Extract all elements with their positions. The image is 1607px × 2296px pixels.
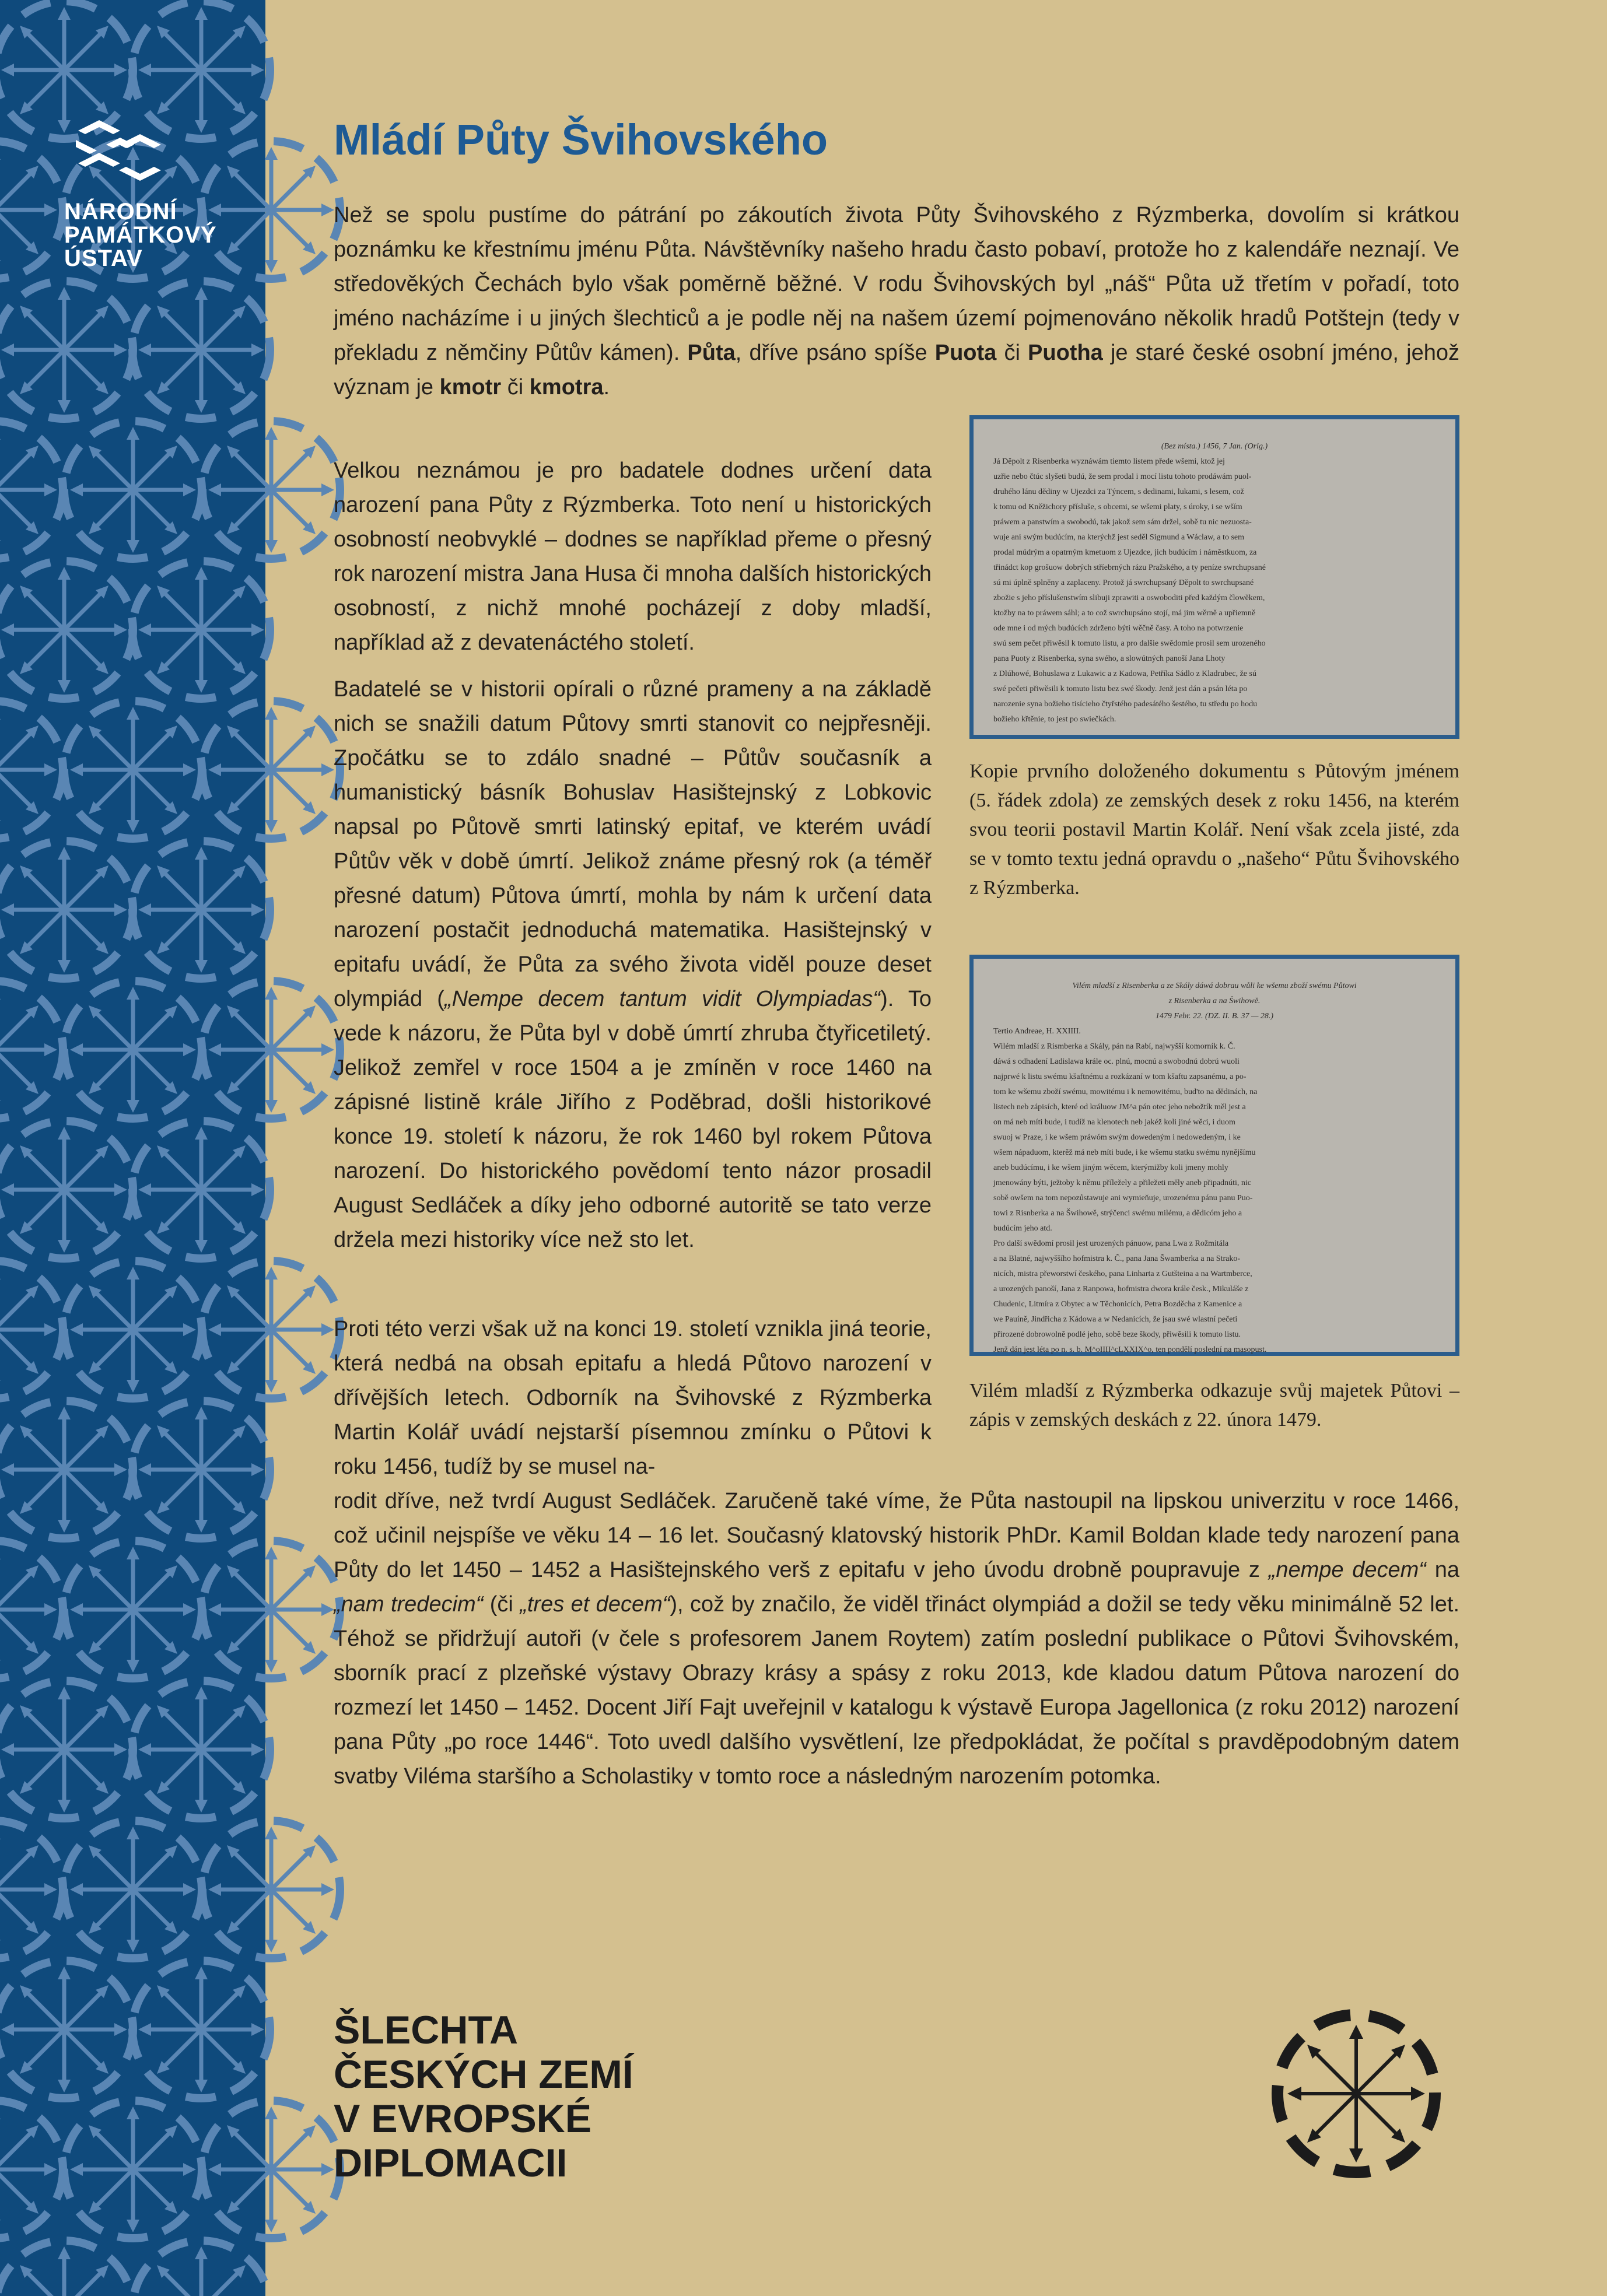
document-line: (Bez místa.) 1456, 7 Jan. (Orig.) — [1161, 442, 1268, 451]
p1-bold-puota: Puota — [934, 341, 997, 365]
document-line: towi z Risnberka a na Šwihowě, strýčenci swému milému, a dědicóm jeho a — [993, 1209, 1242, 1218]
compass-star-icon — [64, 1541, 202, 1678]
compass-star-icon — [0, 1961, 133, 2098]
p5-text-b: na — [1434, 1558, 1459, 1582]
compass-star-icon — [132, 561, 270, 699]
p5-italic-1: „nempe decem“ — [1268, 1558, 1426, 1582]
p1-text-g: . — [603, 375, 610, 399]
npu-logo-icon — [64, 117, 175, 187]
compass-star-icon — [202, 701, 340, 839]
document-line: božieho křtěnie, to jest po swiečkách. — [993, 715, 1116, 724]
document-scan-1456-text — [993, 439, 1436, 724]
compass-star-icon — [64, 1821, 202, 1958]
document-line: budúcím jeho atd. — [993, 1224, 1052, 1233]
compass-star-icon — [132, 841, 270, 979]
series-line-2: ČESKÝCH ZEMÍ — [334, 2052, 633, 2097]
compass-star-icon — [0, 841, 133, 979]
document-line: jmenowány býti, ježtoby k němu příležely a přiležeti měly aneb připadnúti, nic — [993, 1179, 1252, 1187]
page-title: Mládí Půty Švihovského — [334, 115, 828, 164]
caption-document-1479: Vilém mladší z Rýzmberka odkazuje svůj majetek Půtovi – zápis v zemských deskách z 22. února 1479. — [969, 1380, 1459, 1431]
compass-star-icon — [132, 1961, 270, 2098]
p1-text-f: či — [507, 375, 524, 399]
document-line: Chudenic, Litmíra z Obytec a w Těchonicích, Petra Bozděcha z Kamenice a — [993, 1300, 1242, 1309]
document-line: Tertio Andreae, H. XXIIII. — [993, 1027, 1081, 1036]
document-line: a urozených panoší, Jana z Ranpowa, hofmistra dwora krále česk., Mikuláše z — [993, 1285, 1249, 1294]
paragraph-intro — [334, 198, 1459, 405]
compass-star-icon — [0, 421, 63, 559]
sidebar-band — [0, 0, 265, 2296]
p5-text-d: ), což by značilo, že viděl třináct olympiád a dožil se tedy věku minimálně 52 let. Téhož se přidržují autoři (v čele s profesorem Janem Roytem) zatím poslední publikace o Půtovi Švihovském, sborník prací z plzeňské výstavy Obrazy krásy a spásy z roku 2013, kde kladou datum Půtova narození do rozmezí let 1450 – 1452. Docent Jiří Fajt uveřejnil v katalogu k výstavě Europa Jagellonica (z roku 2012) narození pana Půty „po roce 1446“. Toto uvedl dalšího vysvětlení, lze předpokládat, že počítal s pravděpodobným datem svatby Viléma staršího a Scholastiky v tomto roce a následným narozením potomka. — [334, 1592, 1459, 1789]
document-line: ode mne i od mých budúcích zdrženo býti wěčně časy. A toho na potwrzenie — [993, 624, 1244, 633]
document-scan-1479-text — [993, 979, 1436, 1354]
series-line-1: ŠLECHTA — [334, 2008, 519, 2052]
compass-star-icon — [0, 1401, 133, 1538]
compass-star-icon — [202, 1261, 340, 1398]
compass-star-icon — [0, 561, 133, 699]
compass-star-icon — [0, 2241, 133, 2296]
compass-star-icon — [132, 281, 270, 419]
p1-bold-kmotr: kmotr — [439, 375, 502, 399]
compass-star-icon — [64, 421, 202, 559]
paragraph-conclusion — [334, 1484, 1459, 1794]
document-line: zbožie s jeho příslušenstwím slibuji zprawiti a oswoboditi před každým člowěkem, — [993, 594, 1265, 602]
compass-pattern-icon — [0, 0, 265, 2296]
compass-star-icon — [64, 981, 202, 1119]
compass-star-icon — [202, 1821, 340, 1958]
compass-star-icon — [202, 141, 340, 279]
logo-line-3: ÚSTAV — [64, 246, 143, 271]
document-line: přirozené dobrowolně podlé jeho, sobě beze škody, přiwěsili k tomuto listu. — [993, 1330, 1241, 1339]
p1-bold-puotha: Puotha — [1028, 341, 1103, 365]
compass-emblem-icon — [1269, 2006, 1444, 2181]
p5-text-a: rodit dříve, než tvrdí August Sedláček. Zaručeně také víme, že Půta nastoupil na lipskou univerzitu v roce 1466, což učinil nejspíše ve věku 14 – 16 let. Současný klatovský historik PhDr. Kamil Boldan klade tedy narození pana Půty do let 1450 – 1452 a Hasištejnského verš z epitafu v jeho úvodu drobně poupravuje z — [334, 1489, 1459, 1582]
compass-star-icon — [132, 1401, 270, 1538]
compass-star-icon — [202, 2101, 340, 2238]
compass-star-icon — [0, 981, 63, 1119]
document-line: Vilém mladší z Risenberka a ze Skály dáwá dobrau wůli ke wšemu zboží swému Půtowi — [1072, 982, 1357, 990]
compass-star-icon — [0, 1681, 133, 1818]
compass-star-icon — [0, 141, 63, 279]
compass-star-icon — [64, 2101, 202, 2238]
document-line: aneb budúcímu, i ke wšem jiným wěcem, kterýmižby koli jmeny mohly — [993, 1163, 1228, 1172]
document-line: 1479 Febr. 22. (DZ. II. B. 37 — 28.) — [1155, 1012, 1274, 1021]
compass-star-icon — [202, 981, 340, 1119]
document-line: Wilém mladší z Rismberka a Skály, pán na Rabí, najwyšší komorník k. Č. — [993, 1042, 1235, 1051]
logo-line-1: NÁRODNÍ — [64, 199, 177, 225]
compass-star-icon — [0, 1261, 63, 1398]
document-line: ktožby na to práwem sáhl; a to což swrchupsáno stojí, má jim wěrně a upřiemně — [993, 609, 1256, 618]
paragraph-epitaph — [334, 672, 932, 1257]
compass-star-icon — [0, 1121, 133, 1259]
document-line: k tomu od Kněžichory přísluše, s obcemi, se wšemi platy, s úroky, i se wším — [993, 503, 1242, 511]
document-line: dáwá s odhadení Ladislawa krále oc. plnú, mocnú a swobodnú dobrú wuoli — [993, 1057, 1240, 1066]
compass-star-icon — [0, 701, 63, 839]
document-line: Pro další swědomí prosil jest urozených pánuow, pana Lwa z Rožmitála — [993, 1239, 1229, 1248]
compass-star-icon — [0, 1821, 63, 1958]
paragraph-birth-unknown: Velkou neznámou je pro badatele dodnes určení data narození pana Půty z Rýzmberka. Toto není u historických osobností neobvyklé – dodnes se například přeme o přesný rok narození mistra Jana Husa či mnoha dalších historických osobností, z nichž mnohé pocházejí z doby mladší, například až z devatenáctého století. — [334, 458, 932, 655]
document-line: prodal múdrým a opatrným kmetuom z Ujezdce, jich budúcím i náměstkuom, za — [993, 548, 1257, 557]
document-line: najprwé k listu swému kšaftnému a rozkázaní w tom kšaftu zapsanému, a po- — [993, 1072, 1247, 1081]
document-scan-1479 — [969, 955, 1459, 1356]
npu-logo — [64, 117, 216, 270]
p3-italic-quote: „Nempe decem tantum vidit Olympiadas“ — [444, 987, 881, 1011]
compass-star-icon — [132, 1681, 270, 1818]
p3-text-b: ). To vede k názoru, že Půta byl v době úmrtí zhruba čtyřicetiletý. Jelikož zemřel v roce 1504 a je zmíněn v roce 1460 na zápisné listině krále Jiřího z Poděbrad, došli historikové konce 19. století k názoru, že rok 1460 byl rokem Půtova narození. Do historického povědomí tento názor prosadil August Sedláček a díky jeho odborné autoritě se tato verze držela mezi historiky více než sto let. — [334, 987, 932, 1252]
document-line: sú mi úplně splněny a zaplaceny. Protož já swrchupsaný Děpolt to swrchupsané — [993, 579, 1254, 587]
document-line: narozenie syna božieho tisícieho čtyřstého padesátého šestého, tu středu po hodu — [993, 700, 1258, 709]
compass-star-icon — [132, 1121, 270, 1259]
document-line: Já Děpolt z Risenberka wyznáwám tiemto listem přede wšemi, ktož jej — [993, 457, 1225, 466]
document-line: wšem nápaduom, kterěž má neb míti bude, i ke wšemu statku swému nynějšímu — [993, 1148, 1256, 1157]
document-line: a na Blatné, najwyššího hofmistra k. Č., pana Jana Šwamberka a na Strako- — [993, 1254, 1241, 1263]
document-line: pana Puoty z Risenberka, syna swého, a slowútných panoší Jana Lhoty — [993, 654, 1226, 663]
series-line-3: V EVROPSKÉ — [334, 2097, 592, 2141]
document-line: Jenž dán jest léta po n. s. b. M^oIIII^cLXXIX^o, ten pondělí poslední na masopust. — [993, 1345, 1267, 1354]
document-line: sobě owšem na tom nepozůstawuje ani wymieňuje, urozenému pánu panu Puo- — [993, 1194, 1253, 1203]
p1-text-c: , dříve psáno spíše — [735, 341, 927, 365]
document-line: swuoj w Praze, i ke wšem práwóm swým dowedeným i nedowedeným, i ke — [993, 1133, 1241, 1142]
document-line: druhého lánu dědiny w Ujezdci za Týncem, s dedinami, lukami, s lesem, což — [993, 488, 1244, 496]
paragraph-other-theory: Proti této verzi však už na konci 19. století vznikla jiná teorie, která nedbá na obsah epitafu a hledá Půtovo narození v dřívějších letech. Odborník na Švihovské z Rýzmberka Martin Kolář uvádí nejstarší písemnou zmínku o Půtovi k roku 1456, tudíž by se musel na- — [334, 1317, 932, 1479]
p1-bold-kmotra: kmotra — [529, 375, 604, 399]
document-line: z Risenberka a na Šwihowě. — [1168, 997, 1261, 1005]
document-line: tom ke wšemu zboží swému, mowitému i k nemowitému, bud'to na dědinách, na — [993, 1088, 1258, 1096]
document-line: z Dlúhowé, Bohuslawa z Lukawic a z Kadowa, Petříka Sádlo z Kladrubec, že sú — [993, 669, 1256, 678]
compass-star-icon — [64, 1261, 202, 1398]
p1-text-a: Než se spolu pustíme do pátrání po zákoutích života Půty Švihovského z Rýzmberka, dovolím si krátkou poznámku ke křestnímu jménu Půta. Návštěvníky našeho hradu často pobaví, protože ho z kalendáře neznají. Ve středověkých Čechách bylo však poměrně běžné. V rodu Švihovských byl „náš“ Půta už třetím v pořadí, toto jméno nacházíme i u jiných šlechticů a je podle něj na našem území pojmenováno několik hradů Potštejn (tedy v překladu z němčiny Půtův kámen). — [334, 203, 1459, 365]
compass-star-icon — [0, 1541, 63, 1678]
compass-star-icon — [202, 1541, 340, 1678]
p5-italic-2: „nam tredecim“ — [334, 1592, 484, 1617]
p5-text-c: (či — [489, 1592, 513, 1617]
logo-line-2: PAMÁTKOVÝ — [64, 222, 217, 248]
p1-bold-puta: Půta — [687, 341, 736, 365]
document-scan-1456 — [969, 415, 1459, 739]
p5-italic-3: „tres et decem“ — [520, 1592, 670, 1617]
document-line: uzřie nebo čtúc slyšeti budú, že sem prodal i mocí listu tohoto prodáwám puol- — [993, 472, 1252, 481]
document-line: listech neb zápisích, které od králuow JM^a pán otec jeho nebožtík měl jest a — [993, 1103, 1246, 1112]
compass-star-icon — [64, 701, 202, 839]
document-line: wuje ani swým budúcím, na kterýchž jest seděl Sigmund a Wáclaw, a to sem — [993, 533, 1245, 542]
series-title — [334, 2008, 633, 2185]
p1-text-d: či — [1004, 341, 1020, 365]
document-line: we Pauíně, Jindřicha z Kádowa a w Nedanicích, že jsau swé wlastní pečeti — [993, 1315, 1238, 1324]
series-line-4: DIPLOMACII — [334, 2141, 568, 2185]
p1-text-e: je staré české osobní jméno, jehož význam je — [334, 341, 1459, 399]
compass-star-icon — [0, 281, 133, 419]
compass-star-icon — [132, 2241, 270, 2296]
document-line: práwem a panstwím a swobodú, tak jakož sem sám držel, sobě tu nic nezuosta- — [993, 518, 1252, 527]
document-line: swú sem pečet přiwěsil k tomuto listu, a pro dalšie swědomie prosil sem urozeného — [993, 639, 1266, 648]
document-line: třinádct kop grošuow dobrých stříebrných rázu Pražského, a ty peníze swrchupsané — [993, 563, 1266, 572]
compass-star-icon — [0, 2101, 63, 2238]
caption-document-1456: Kopie prvního doloženého dokumentu s Půtovým jménem (5. řádek zdola) ze zemských desek z roku 1456, na kterém svou teorii postavil Martin Kolář. Není však zcela jisté, zda se v tomto textu jedná opravdu o „našeho“ Půtu Švihovského z Rýzmberka. — [969, 760, 1459, 899]
document-line: on má neb míti bude, i tudíž na klenotech neb jakéž koli jiné wěci, i duom — [993, 1118, 1235, 1127]
document-line: nicích, mistra přeworstwí českého, pana Linharta z Gutšteina a na Wartmberce, — [993, 1270, 1252, 1278]
document-line: swé pečeti přiwěsili k tomuto listu bez swé škody. Jenž jest dán a psán léta po — [993, 685, 1248, 693]
p3-text-a: Badatelé se v historii opírali o různé prameny a na základě nich se snažili datum Půtovy smrti stanovit co nejpřesněji. Zpočátku se to zdálo snadné – Půtův současník a humanistický básník Bohuslav Hasištejnský z Lobkovic napsal po Půtově smrti latinský epitaf, ve kterém uvádí Půtův věk v době úmrtí. Jelikož známe přesný rok (a téměř přesné datum) Půtova úmrtí, mohla by nám k určení data narození postačit jednoduchá matematika. Hasištejnský v epitafu uvádí, že Půta za svého života viděl pouze deset olympiád ( — [334, 677, 932, 1011]
compass-star-icon — [202, 421, 340, 559]
